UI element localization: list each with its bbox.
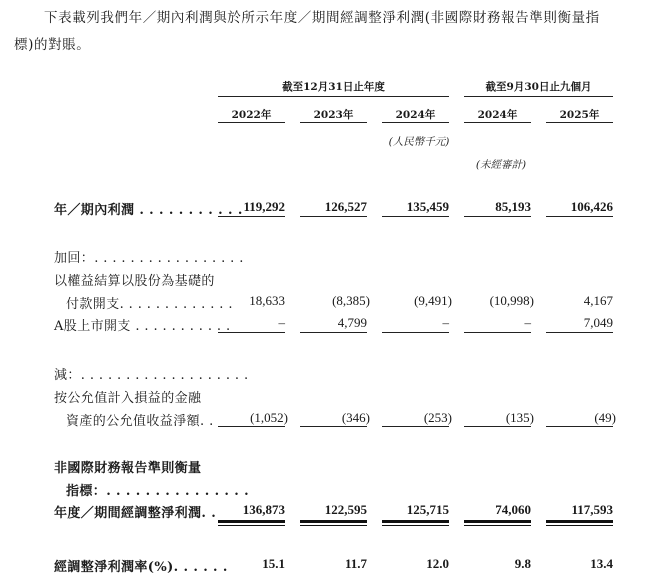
row-label-non-ifrs-line1: 非國際財務報告準則衡量: [54, 461, 202, 476]
cell-margin-2024: 12.0: [426, 556, 449, 571]
row-label-a-share: A股上市開支 . . . . . . . . . . .: [54, 319, 231, 334]
row-underline: [382, 332, 449, 333]
double-underline-thin: [546, 525, 613, 526]
unaudited-note: (未經審計): [475, 159, 527, 171]
cell-adjusted-2025-9m: 117,593: [571, 502, 613, 517]
cell-adjusted-2022: 136,873: [242, 502, 285, 517]
cell-share-based-2022: 18,633: [249, 293, 285, 308]
row-underline: [218, 332, 285, 333]
row-label-share-based-line1: 以權益結算以股份為基礎的: [54, 274, 215, 289]
double-underline-thin: [464, 525, 531, 526]
row-label-profit: 年／期內利潤 . . . . . . . . . . .: [54, 203, 243, 218]
cell-profit-2025-9m: 106,426: [570, 199, 613, 214]
col-underline: [218, 122, 285, 123]
row-label-share-based: 付款開支. . . . . . . . . . . . .: [66, 297, 233, 312]
cell-share-based-2024: (9,491): [414, 293, 452, 308]
row-underline: [218, 216, 285, 217]
cell-profit-2023: 126,527: [324, 199, 367, 214]
cell-profit-2022: 119,292: [243, 199, 285, 214]
group-header-year-ended: 截至12月31日止年度: [282, 81, 385, 93]
double-underline-thin: [382, 525, 449, 526]
row-underline: [300, 216, 367, 217]
row-underline: [464, 332, 531, 333]
cell-a-share-2024-9m: –: [524, 315, 531, 330]
row-label-add-back: 加回：. . . . . . . . . . . . . . . . .: [54, 251, 244, 266]
group-header-nine-months: 截至9月30日止九個月: [485, 81, 592, 93]
col-underline: [546, 122, 613, 123]
row-label-non-ifrs-line2: 指標：. . . . . . . . . . . . . . .: [66, 484, 250, 499]
intro-line-2: 標)的對賬。: [14, 37, 91, 53]
cell-margin-2025-9m: 13.4: [590, 556, 613, 571]
row-underline: [464, 426, 531, 427]
row-label-fvtpl-line1: 按公允值計入損益的金融: [54, 391, 202, 406]
row-underline: [300, 426, 367, 427]
column-header-2024-9m: 2024年: [477, 109, 518, 121]
row-underline: [546, 426, 613, 427]
cell-a-share-2025-9m: 7,049: [583, 315, 613, 330]
cell-adjusted-2023: 122,595: [324, 502, 367, 517]
col-underline: [464, 122, 531, 123]
cell-share-based-2024-9m: (10,998): [489, 293, 534, 308]
double-underline-thin: [300, 525, 367, 526]
currency-note: (人民幣千元): [388, 136, 450, 148]
column-header-2022: 2022年: [231, 109, 272, 121]
cell-margin-2024-9m: 9.8: [514, 556, 531, 571]
intro-line-1: 下表載列我們年／期內利潤與於所示年度／期間經調整淨利潤(非國際財務報告準則衡量指: [44, 10, 600, 26]
cell-profit-2024: 135,459: [406, 199, 449, 214]
cell-share-based-2025-9m: 4,167: [583, 293, 613, 308]
col-underline: [300, 122, 367, 123]
cell-a-share-2022: –: [278, 315, 285, 330]
cell-margin-2022: 15.1: [262, 556, 285, 571]
column-header-2024: 2024年: [395, 109, 436, 121]
row-label-less: 減：. . . . . . . . . . . . . . . . . . .: [54, 368, 249, 383]
cell-adjusted-2024-9m: 74,060: [495, 502, 531, 517]
cell-a-share-2023: 4,799: [337, 315, 367, 330]
cell-fvtpl-2023: (346): [341, 410, 370, 425]
row-underline: [546, 216, 613, 217]
column-header-2025-9m: 2025年: [559, 109, 600, 121]
col-underline: [382, 122, 449, 123]
row-underline: [382, 426, 449, 427]
column-header-2023: 2023年: [313, 109, 354, 121]
row-label-adjusted-margin: 經調整淨利潤率(%). . . . . .: [54, 560, 228, 575]
cell-margin-2023: 11.7: [344, 556, 367, 571]
cell-fvtpl-2025-9m: (49): [594, 410, 616, 425]
group-underline-2: [464, 96, 613, 97]
row-underline: [464, 216, 531, 217]
cell-adjusted-2024: 125,715: [406, 502, 449, 517]
cell-fvtpl-2024: (253): [423, 410, 452, 425]
row-label-fvtpl: 資產的公允值收益淨額. .: [66, 414, 214, 429]
cell-share-based-2023: (8,385): [332, 293, 370, 308]
cell-profit-2024-9m: 85,193: [495, 199, 531, 214]
double-underline-thin: [218, 525, 285, 526]
row-underline: [300, 332, 367, 333]
cell-fvtpl-2024-9m: (135): [505, 410, 534, 425]
cell-a-share-2024: –: [442, 315, 449, 330]
cell-fvtpl-2022: (1,052): [250, 410, 288, 425]
row-underline: [382, 216, 449, 217]
row-underline: [218, 426, 285, 427]
row-underline: [546, 332, 613, 333]
group-underline-1: [218, 96, 449, 97]
row-label-adjusted-profit: 年度／期間經調整淨利潤. .: [54, 506, 217, 521]
